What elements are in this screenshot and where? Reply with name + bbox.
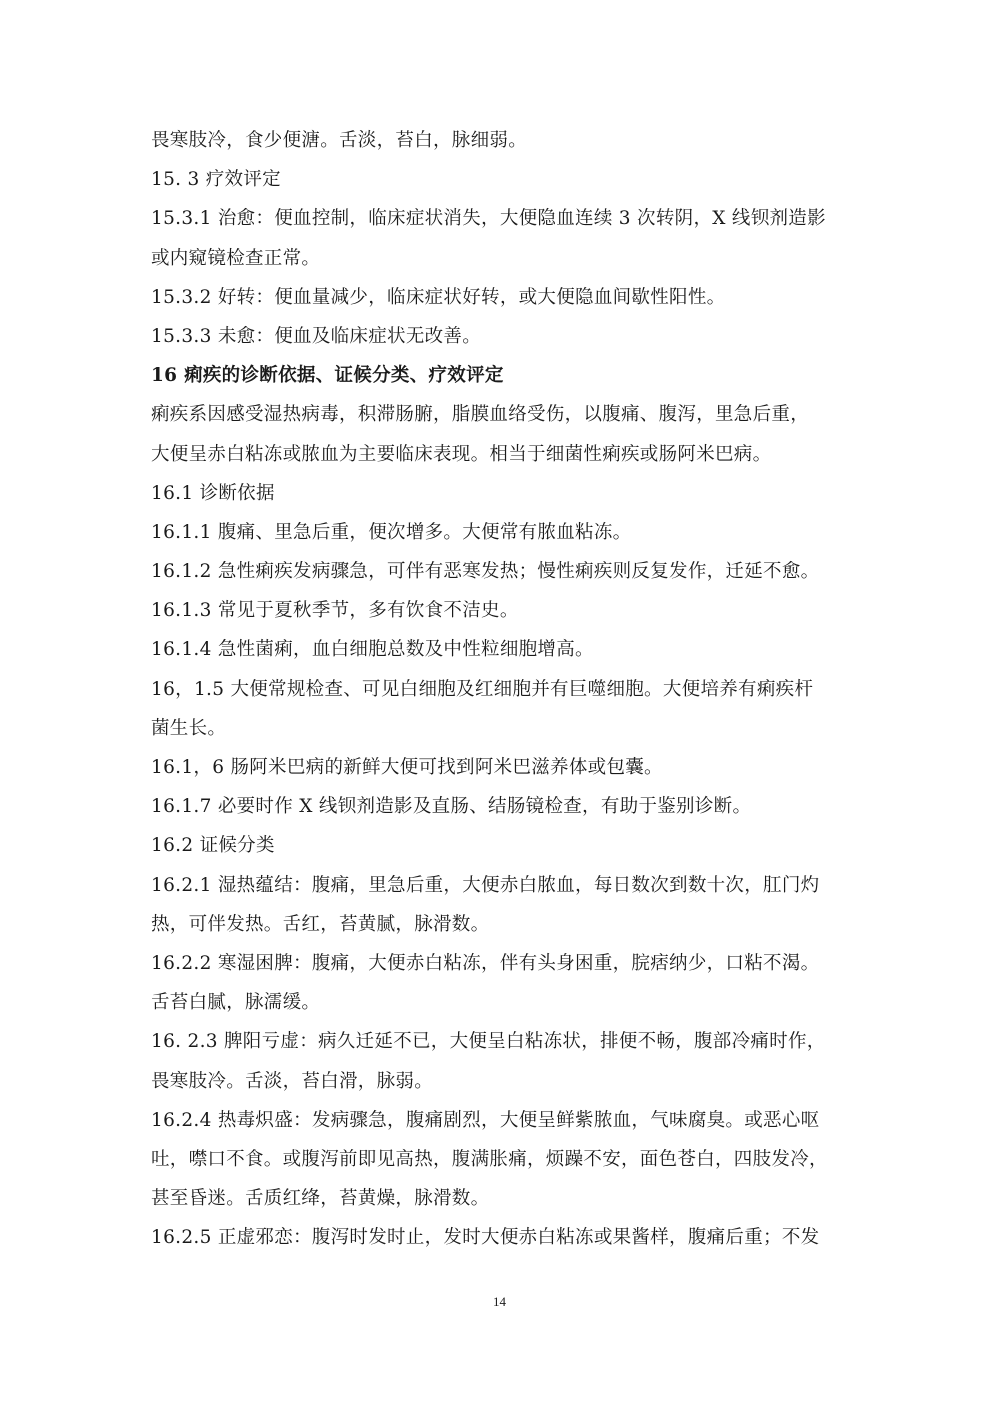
text-line: 热，可伴发热。舌红，苔黄腻，脉滑数。 (151, 913, 490, 935)
text-line: 16.2.5 正虚邪恋：腹泻时发时止，发时大便赤白粘冻或果酱样，腹痛后重；不发 (151, 1227, 820, 1249)
page-number: 14 (493, 1294, 506, 1309)
text-line: 畏寒肢冷，食少便溏。舌淡，苔白，脉细弱。 (151, 130, 528, 151)
text-line: 16，1.5 大便常规检查、可见白细胞及红细胞并有巨噬细胞。大便培养有痢疾杆 (151, 678, 814, 700)
text-line: 16.1，6 肠阿米巴病的新鲜大便可找到阿米巴滋养体或包囊。 (151, 757, 663, 778)
text-line: 16.2.1 湿热蕴结：腹痛，里急后重，大便赤白脓血，每日数次到数十次，肛门灼 (151, 874, 820, 896)
text-line: 菌生长。 (151, 717, 227, 739)
text-line: 舌苔白腻，脉濡缓。 (151, 992, 321, 1014)
text-line: 16.1.4 急性菌痢，血白细胞总数及中性粒细胞增高。 (151, 639, 594, 661)
text-line: 16.1.3 常见于夏秋季节，多有饮食不洁史。 (151, 600, 519, 622)
document-page (151, 121, 851, 1257)
text-line: 15.3.1 治愈：便血控制，临床症状消失，大便隐血连续 3 次转阴，X 线钡剂造影 (151, 208, 826, 230)
text-line: 甚至昏迷。舌质红绛，苔黄燥，脉滑数。 (151, 1188, 490, 1210)
text-line: 16. 2.3 脾阳亏虚：病久迁延不已，大便呈白粘冻状，排便不畅，腹部冷痛时作， (151, 1031, 826, 1053)
text-line: 畏寒肢冷。舌淡，苔白滑，脉弱。 (151, 1070, 434, 1092)
text-line: 16.1.2 急性痢疾发病骤急，可伴有恶寒发热；慢性痢疾则反复发作，迁延不愈。 (151, 561, 820, 583)
text-line: 吐，噤口不食。或腹泻前即见高热，腹满胀痛，烦躁不安，面色苍白，四肢发冷， (151, 1148, 828, 1170)
text-line: 或内窥镜检查正常。 (151, 247, 321, 269)
section-heading: 16.2 证候分类 (151, 835, 275, 857)
text-line: 16.1.7 必要时作 X 线钡剂造影及直肠、结肠镜检查，有助于鉴别诊断。 (151, 796, 752, 818)
text-line: 大便呈赤白粘冻或脓血为主要临床表现。相当于细菌性痢疾或肠阿米巴病。 (151, 443, 772, 465)
section-heading: 15. 3 疗效评定 (151, 169, 281, 191)
text-line: 痢疾系因感受湿热病毒，积滞肠腑，脂膜血络受伤，以腹痛、腹泻，里急后重， (151, 404, 810, 426)
chapter-heading: 16 痢疾的诊断依据、证候分类、疗效评定 (151, 365, 504, 387)
section-heading: 16.1 诊断依据 (151, 482, 275, 504)
text-line: 16.2.4 热毒炽盛：发病骤急，腹痛剧烈，大便呈鲜紫脓血，气味腐臭。或恶心呕 (151, 1109, 820, 1131)
text-line: 16.2.2 寒湿困脾：腹痛，大便赤白粘冻，伴有头身困重，脘痞纳少，口粘不渴。 (151, 952, 820, 974)
text-line: 15.3.3 未愈：便血及临床症状无改善。 (151, 325, 482, 347)
text-line: 15.3.2 好转：便血量减少，临床症状好转，或大便隐血间歇性阳性。 (151, 286, 726, 308)
text-line: 16.1.1 腹痛、里急后重，便次增多。大便常有脓血粘冻。 (151, 521, 632, 543)
